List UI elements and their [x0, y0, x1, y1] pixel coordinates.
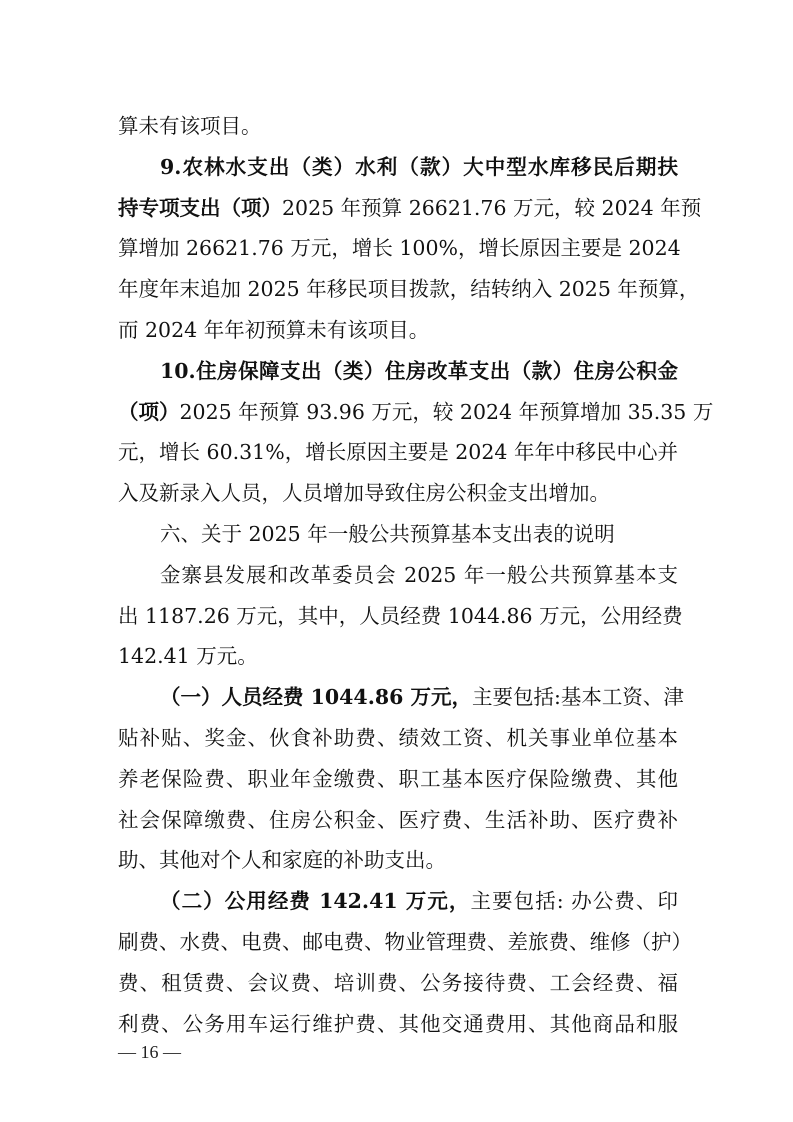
bold-lead-text: （二）公用经费 142.41 万元， — [160, 889, 471, 914]
text-line — [160, 881, 678, 921]
text-line: 出 1187.26 万元，其中，人员经费 1044.86 万元，公用经费 — [118, 603, 683, 628]
text-line: 助、其他对个人和家庭的补助支出。 — [118, 848, 446, 873]
body-text: 2025 年预算 93.96 万元，较 2024 年预算增加 35.35 万 — [179, 399, 714, 424]
bold-lead-text: 持专项支出（项） — [118, 195, 282, 220]
body-text: 主要包括: 办公费、印 — [470, 889, 678, 914]
text-line: 10.住房保障支出（类）住房改革支出（款）住房公积金 — [160, 358, 678, 383]
text-line: 元，增长 60.31%，增长原因主要是 2024 年年中移民中心并 — [118, 440, 678, 465]
text-line: 六、关于 2025 年一般公共预算基本支出表的说明 — [160, 522, 615, 546]
text-line: 费、租赁费、会议费、培训费、公务接待费、工会经费、福 — [118, 970, 678, 995]
text-line: 算未有该项目。 — [118, 114, 262, 138]
text-line: 贴补贴、奖金、伙食补助费、绩效工资、机关事业单位基本 — [118, 726, 678, 750]
text-line: 而 2024 年年初预算未有该项目。 — [118, 318, 430, 342]
body-text: 主要包括:基本工资、津 — [472, 685, 684, 710]
text-line: 养老保险费、职业年金缴费、职工基本医疗保险缴费、其他 — [118, 766, 678, 791]
text-line: 利费、公务用车运行维护费、其他交通费用、其他商品和服 — [118, 1011, 678, 1036]
text-line — [118, 392, 714, 432]
body-text: 2025 年预算 26621.76 万元，较 2024 年预 — [282, 195, 702, 220]
text-line: 刷费、水费、电费、邮电费、物业管理费、差旅费、维修（护） — [118, 930, 692, 954]
text-line — [160, 677, 684, 717]
page-number: — 16 — — [118, 1042, 181, 1062]
text-line — [118, 188, 702, 228]
bold-lead-text: （项） — [118, 399, 180, 424]
text-line: 入及新录入人员，人员增加导致住房公积金支出增加。 — [118, 481, 610, 506]
text-line: 9.农林水支出（类）水利（款）大中型水库移民后期扶 — [160, 154, 678, 179]
bold-lead-text: （一）人员经费 1044.86 万元， — [160, 685, 472, 710]
text-line: 算增加 26621.76 万元，增长 100%，增长原因主要是 2024 — [118, 236, 681, 261]
text-line: 金寨县发展和改革委员会 2025 年一般公共预算基本支 — [160, 562, 678, 587]
text-line: 社会保障缴费、住房公积金、医疗费、生活补助、医疗费补 — [118, 807, 678, 832]
text-line: 142.41 万元。 — [118, 644, 258, 669]
text-line: 年度年末追加 2025 年移民项目拨款，结转纳入 2025 年预算， — [118, 277, 700, 302]
